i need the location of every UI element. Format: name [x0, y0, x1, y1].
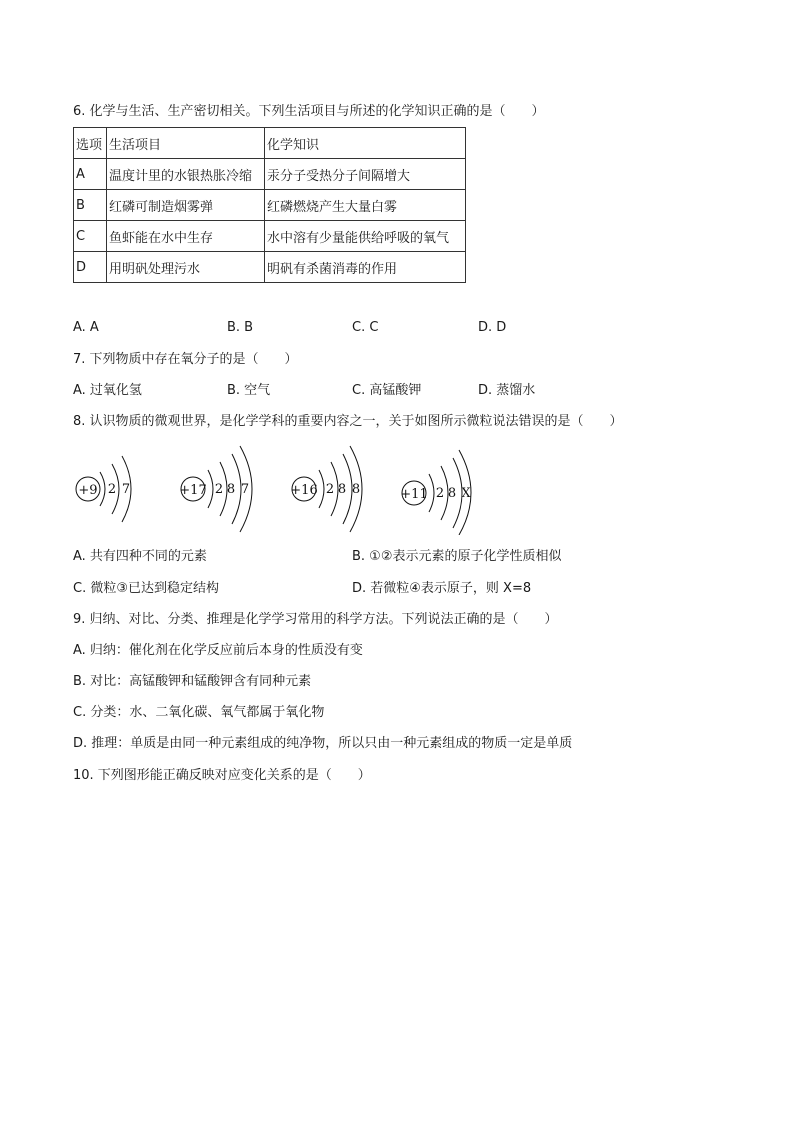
table-cell: C	[74, 221, 107, 252]
particle-2-shell-3: 7	[240, 482, 250, 497]
q7-option-d[interactable]: D. 蒸馏水	[478, 383, 536, 398]
particle-1-shell-2: 7	[121, 482, 131, 497]
particle-3-diagram	[290, 446, 362, 532]
table-header-cell: 生活项目	[107, 128, 265, 159]
q8-option-d[interactable]: D. 若微粒④表示原子，则 X=8	[352, 581, 532, 596]
table-cell: 汞分子受热分子间隔增大	[265, 159, 466, 190]
q9-option-b[interactable]: B. 对比：高锰酸钾和锰酸钾含有同种元素	[73, 674, 312, 689]
table-row	[74, 190, 466, 221]
q6-option-c[interactable]: C. C	[352, 320, 379, 335]
q7-option-c[interactable]: C. 高锰酸钾	[352, 383, 422, 398]
table-cell: 鱼虾能在水中生存	[107, 221, 265, 252]
particle-3-shell-3: 8	[351, 482, 361, 497]
particle-2-shell-2: 8	[226, 482, 236, 497]
q7-option-a[interactable]: A. 过氧化氢	[73, 383, 142, 398]
table-cell: 用明矾处理污水	[107, 252, 265, 283]
table-cell: D	[74, 252, 107, 283]
table-row	[74, 221, 466, 252]
table-cell: 红磷可制造烟雾弹	[107, 190, 265, 221]
q6-stem: 6. 化学与生活、生产密切相关。下列生活项目与所述的化学知识正确的是（ ）	[73, 104, 545, 119]
q7-stem: 7. 下列物质中存在氧分子的是（ ）	[73, 352, 298, 367]
table-header-cell: 选项	[74, 128, 107, 159]
table-header-cell: 化学知识	[265, 128, 466, 159]
q9-option-c[interactable]: C. 分类：水、二氧化碳、氧气都属于氧化物	[73, 705, 325, 720]
particle-3-nucleus: +16	[290, 483, 318, 498]
particle-3-shell-1: 2	[325, 482, 335, 497]
particle-1-diagram	[76, 456, 131, 522]
q6-option-b[interactable]: B. B	[227, 320, 254, 335]
atomic-structure-diagrams	[60, 440, 490, 535]
q6-table	[73, 127, 466, 283]
q9-option-d[interactable]: D. 推理：单质是由同一种元素组成的纯净物，所以只由一种元素组成的物质一定是单质	[73, 736, 573, 751]
table-row	[74, 252, 466, 283]
particle-2-nucleus: +17	[179, 483, 207, 498]
particle-1-shell-1: 2	[107, 482, 117, 497]
particle-4-diagram	[400, 450, 471, 535]
particle-4-shell-3: X	[461, 486, 471, 501]
particle-4-nucleus: +11	[400, 487, 428, 502]
q8-option-c[interactable]: C. 微粒③已达到稳定结构	[73, 581, 219, 596]
q6-option-a[interactable]: A. A	[73, 320, 99, 335]
particle-1-nucleus: +9	[78, 483, 98, 498]
q9-option-a[interactable]: A. 归纳：催化剂在化学反应前后本身的性质没有变	[73, 643, 363, 658]
particle-2-shell-1: 2	[214, 482, 224, 497]
q8-option-a[interactable]: A. 共有四种不同的元素	[73, 549, 207, 564]
table-cell: 红磷燃烧产生大量白雾	[265, 190, 466, 221]
particle-3-shell-2: 8	[337, 482, 347, 497]
q8-stem: 8. 认识物质的微观世界，是化学学科的重要内容之一，关于如图所示微粒说法错误的是（ ）	[73, 414, 623, 429]
q10-stem: 10. 下列图形能正确反映对应变化关系的是（ ）	[73, 768, 371, 783]
q7-option-b[interactable]: B. 空气	[227, 383, 271, 398]
table-header-row	[74, 128, 466, 159]
table-cell: 温度计里的水银热胀冷缩	[107, 159, 265, 190]
particle-4-shell-2: 8	[447, 486, 457, 501]
table-cell: 明矾有杀菌消毒的作用	[265, 252, 466, 283]
table-cell: B	[74, 190, 107, 221]
table-cell: 水中溶有少量能供给呼吸的氧气	[265, 221, 466, 252]
particle-4-shell-1: 2	[435, 486, 445, 501]
q8-option-b[interactable]: B. ①②表示元素的原子化学性质相似	[352, 549, 562, 564]
table-row	[74, 159, 466, 190]
particle-2-diagram	[179, 446, 252, 532]
q6-option-d[interactable]: D. D	[478, 320, 507, 335]
table-cell: A	[74, 159, 107, 190]
q9-stem: 9. 归纳、对比、分类、推理是化学学习常用的科学方法。下列说法正确的是（ ）	[73, 612, 558, 627]
